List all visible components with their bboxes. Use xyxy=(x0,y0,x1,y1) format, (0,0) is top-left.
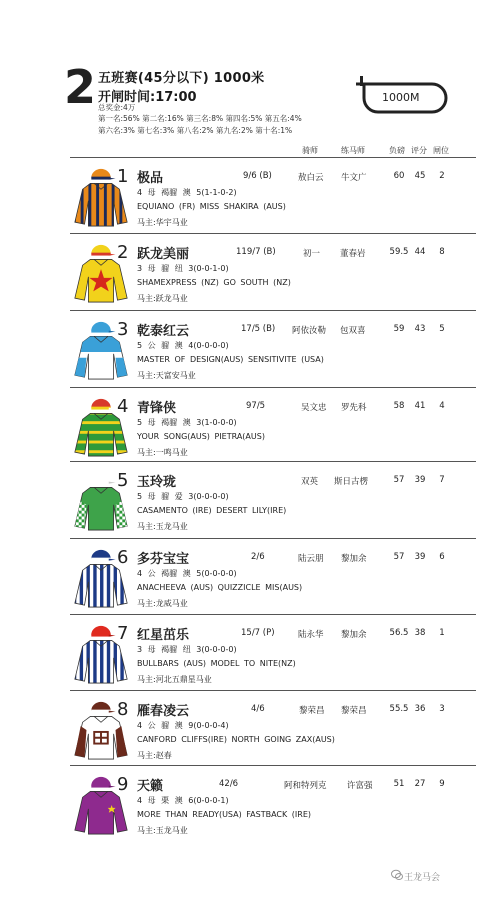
horse-rating: 36 xyxy=(414,704,426,714)
horse-info: 5 母 骝 爱 3(0-0-0-0) xyxy=(137,492,229,501)
jockey-name: 黎荣昌 xyxy=(299,706,325,716)
horse-number: 5 xyxy=(117,470,129,491)
horse-draw: 9 xyxy=(439,779,445,789)
horse-name: 雁春凌云 xyxy=(137,704,190,719)
watermark: 王龙马会 xyxy=(404,873,441,883)
race-entry xyxy=(0,768,498,844)
horse-info: 3 母 褐骝 纽 3(0-0-0-0) xyxy=(137,645,237,654)
race-entry xyxy=(0,541,498,617)
horse-number: 1 xyxy=(117,166,129,187)
horse-rating: 41 xyxy=(414,401,426,411)
race-entry xyxy=(0,313,498,389)
jockey-name: 陆云朋 xyxy=(298,554,324,564)
jockey-name: 初一 xyxy=(303,249,321,259)
horse-weight: 59.5 xyxy=(389,247,409,257)
horse-number: 2 xyxy=(117,242,129,263)
race-entry xyxy=(0,693,498,769)
horse-pedigree: EQUIANO (FR) MISS SHAKIRA (AUS) xyxy=(137,202,286,211)
distance-label: 1000M xyxy=(382,91,420,104)
horse-info: 3 母 骝 纽 3(0-0-1-0) xyxy=(137,264,229,273)
horse-name: 玉玲珑 xyxy=(137,475,177,490)
jockey-name: 阿依汝勒 xyxy=(292,326,327,336)
horse-name: 极品 xyxy=(137,171,164,186)
horse-draw: 2 xyxy=(439,171,445,181)
horse-info: 4 母 栗 澳 6(0-0-0-1) xyxy=(137,796,229,805)
race-entry xyxy=(0,464,498,540)
horse-odds: 9/6 (B) xyxy=(243,171,272,181)
horse-name: 多芬宝宝 xyxy=(137,552,190,567)
horse-weight: 59 xyxy=(393,324,405,334)
race-start-time: 开闸时间:17:00 xyxy=(98,90,197,105)
horse-odds: 119/7 (B) xyxy=(236,247,276,257)
jockey-name: 陆永华 xyxy=(298,630,324,640)
col-rating: 评分 xyxy=(411,146,427,155)
row-divider xyxy=(70,614,476,615)
trainer-name: 董春岩 xyxy=(340,249,366,259)
race-entry xyxy=(0,236,498,312)
horse-draw: 6 xyxy=(439,552,445,562)
horse-weight: 51 xyxy=(393,779,405,789)
horse-weight: 55.5 xyxy=(389,704,409,714)
horse-number: 6 xyxy=(117,547,129,568)
horse-weight: 56.5 xyxy=(389,628,409,638)
horse-draw: 4 xyxy=(439,401,445,411)
jockey-name: 阿和特列克 xyxy=(284,781,327,791)
row-divider xyxy=(70,387,476,388)
horse-owner: 马主:天富安马业 xyxy=(137,371,196,380)
jockey-name: 双英 xyxy=(301,477,319,487)
row-divider xyxy=(70,690,476,691)
horse-odds: 4/6 xyxy=(251,704,265,714)
trainer-name: 斯日古楞 xyxy=(334,477,369,487)
horse-rating: 43 xyxy=(414,324,426,334)
trainer-name: 罗先科 xyxy=(341,403,367,413)
horse-number: 8 xyxy=(117,699,129,720)
horse-owner: 马主:一鸣马业 xyxy=(137,448,188,457)
race-number: 2 xyxy=(64,60,97,114)
horse-info: 5 公 骝 澳 4(0-0-0-0) xyxy=(137,341,229,350)
horse-pedigree: YOUR SONG(AUS) PIETRA(AUS) xyxy=(137,432,265,441)
row-divider xyxy=(70,461,476,462)
horse-owner: 马主:玉龙马业 xyxy=(137,522,188,531)
horse-rating: 45 xyxy=(414,171,426,181)
trainer-name: 牛文广 xyxy=(341,173,367,183)
horse-number: 9 xyxy=(117,774,129,795)
race-entry xyxy=(0,160,498,236)
horse-pedigree: BULLBARS (AUS) MODEL TO NITE(NZ) xyxy=(137,659,296,668)
race-prize-split xyxy=(98,113,328,137)
horse-rating: 38 xyxy=(414,628,426,638)
trainer-name: 黎加余 xyxy=(341,554,367,564)
col-trainer: 练马师 xyxy=(341,146,365,155)
row-divider xyxy=(70,233,476,234)
horse-info: 4 公 褐骝 澳 5(0-0-0-0) xyxy=(137,569,237,578)
horse-owner: 马主:华宇马业 xyxy=(137,218,188,227)
horse-name: 天籁 xyxy=(137,779,164,794)
horse-number: 4 xyxy=(117,396,129,417)
horse-pedigree: MASTER OF DESIGN(AUS) SENSITIVITE (USA) xyxy=(137,355,324,364)
prize-split-line-2: 第六名:3% 第七名:3% 第八名:2% 第九名:2% 第十名:1% xyxy=(98,126,293,135)
trainer-name: 许富强 xyxy=(347,781,373,791)
col-draw: 闸位 xyxy=(433,146,449,155)
trainer-name: 包双喜 xyxy=(340,326,366,336)
horse-name: 乾泰红云 xyxy=(137,324,190,339)
jockey-name: 敖白云 xyxy=(298,173,324,183)
horse-owner: 马主:河北五鼎星马业 xyxy=(137,675,212,684)
horse-rating: 44 xyxy=(414,247,426,257)
horse-pedigree: CASAMENTO (IRE) DESERT LILY(IRE) xyxy=(137,506,287,515)
horse-draw: 7 xyxy=(439,475,445,485)
horse-number: 3 xyxy=(117,319,129,340)
horse-rating: 39 xyxy=(414,475,426,485)
jockey-name: 吴文忠 xyxy=(301,403,327,413)
horse-info: 5 母 褐骝 澳 3(1-0-0-0) xyxy=(137,418,237,427)
horse-rating: 39 xyxy=(414,552,426,562)
race-prize: 总奖金:4万 xyxy=(98,103,136,112)
horse-number: 7 xyxy=(117,623,129,644)
horse-weight: 58 xyxy=(393,401,405,411)
horse-odds: 97/5 xyxy=(246,401,266,411)
prize-split-line-1: 第一名:56% 第二名:16% 第三名:8% 第四名:5% 第五名:4% xyxy=(98,114,302,123)
horse-owner: 马主:跃龙马业 xyxy=(137,294,188,303)
col-weight: 负磅 xyxy=(389,146,405,155)
horse-odds: 15/7 (P) xyxy=(241,628,275,638)
race-entry xyxy=(0,390,498,466)
horse-pedigree: SHAMEXPRESS (NZ) GO SOUTH (NZ) xyxy=(137,278,291,287)
column-headers xyxy=(0,145,498,157)
race-title: 五班赛(45分以下) 1000米 xyxy=(98,71,265,86)
horse-odds: 17/5 (B) xyxy=(241,324,276,334)
row-divider xyxy=(70,157,476,158)
horse-odds: 2/6 xyxy=(251,552,265,562)
horse-odds: 42/6 xyxy=(219,779,239,789)
horse-info: 4 公 骝 澳 9(0-0-0-4) xyxy=(137,721,229,730)
row-divider xyxy=(70,310,476,311)
horse-pedigree: ANACHEEVA (AUS) QUIZZICLE MIS(AUS) xyxy=(137,583,303,592)
horse-name: 跃龙美丽 xyxy=(137,247,190,262)
horse-owner: 马主:赵春 xyxy=(137,751,172,760)
horse-weight: 57 xyxy=(393,552,405,562)
horse-owner: 马主:龙威马业 xyxy=(137,599,188,608)
horse-name: 红星茁乐 xyxy=(137,628,190,643)
horse-draw: 3 xyxy=(439,704,445,714)
trainer-name: 黎荣昌 xyxy=(341,706,367,716)
horse-name: 青锋侠 xyxy=(137,401,177,416)
row-divider xyxy=(70,765,476,766)
trainer-name: 黎加余 xyxy=(341,630,367,640)
race-entry xyxy=(0,617,498,693)
horse-draw: 1 xyxy=(439,628,445,638)
horse-owner: 马主:玉龙马业 xyxy=(137,826,188,835)
col-jockey: 骑师 xyxy=(302,146,318,155)
horse-weight: 60 xyxy=(393,171,405,181)
horse-draw: 8 xyxy=(439,247,445,257)
horse-draw: 5 xyxy=(439,324,445,334)
horse-pedigree: CANFORD CLIFFS(IRE) NORTH GOING ZAX(AUS) xyxy=(137,735,335,744)
horse-info: 4 母 褐骝 澳 5(1-1-0-2) xyxy=(137,188,237,197)
horse-weight: 57 xyxy=(393,475,405,485)
wechat-icon xyxy=(391,869,403,881)
row-divider xyxy=(70,538,476,539)
horse-pedigree: MORE THAN READY(USA) FASTBACK (IRE) xyxy=(137,810,312,819)
horse-rating: 27 xyxy=(414,779,426,789)
